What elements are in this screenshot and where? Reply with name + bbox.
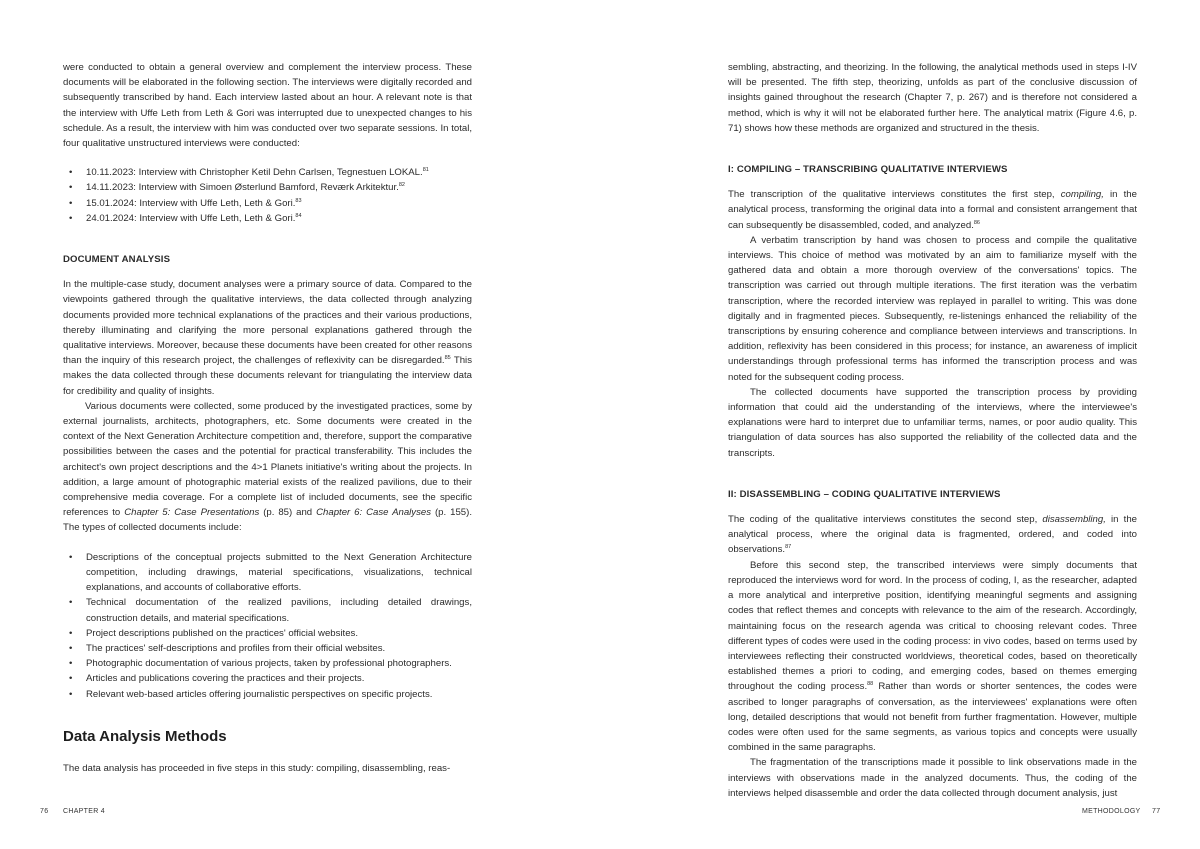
section-heading: Data Analysis Methods (63, 727, 227, 745)
list-item: • The practices' self-descriptions and profiles from their official websites. (86, 641, 472, 656)
document-types-list (63, 550, 472, 702)
footnote-ref: 84 (295, 212, 302, 219)
list-item: • 14.11.2023: Interview with Simoen Østerlund Bamford, Reværk Arkitektur.$^{82}$ (86, 180, 472, 195)
footnote-ref: 87 (785, 544, 792, 551)
compiling-paragraph: The transcription of the qualitative interviews constitutes the first step, compiling, in the analytical process, transforming the original data into a formal and consistent arrangement that can subsequently be disassembled, coded, and analyzed.$^{86}$ (728, 189, 1137, 231)
list-item: • Articles and publications covering the practices and their projects. (86, 671, 472, 686)
section-paragraph: The data analysis has proceeded in five steps in this study: compiling, disassembling, reas- (63, 762, 451, 774)
disassembling-heading: II: DISASSEMBLING – CODING QUALITATIVE INTERVIEWS (728, 488, 1001, 500)
documents-support-paragraph: The collected documents have supported the transcription process by providing information that could aid the understanding of the interviews, where the interviewee's explanations were hard to interpret due to unfamiliar terms, names, or poor audio quality. This triangulation of data sources has also supported the reliability of the collected data and the transcripts. (728, 386, 1137, 459)
right-page (600, 0, 1200, 849)
page-number-left: 76 (40, 808, 49, 815)
fragmentation-paragraph: The fragmentation of the transcriptions made it possible to link observations made in the interviews with observations made in the analyzed documents. Thus, the coding of the interviews helped disassemble and order the data collected through document analysis, just (728, 757, 1137, 799)
compiling-heading: I: COMPILING – TRANSCRIBING QUALITATIVE INTERVIEWS (728, 164, 1008, 176)
transcription-paragraph: A verbatim transcription by hand was chosen to process and compile the qualitative interviews. This choice of method was motivated by an aim to familiarize myself with the gathered data and obtain a more thorough overview of the conversations' topics. The transcription was carried out through multiple iterations. The first iteration was the verbatim transcription, where the recorded interview was replayed in parallel to writing. This was done digitally and in fragmented pieces. Subsequently, re-listenings enhanced the reliability of the transcriptions by ensuring coherence and compliance between interviews and transcriptions. In addition, reflexivity has been considered in this process; for instance, an awareness of implicit understandings through professional terms has informed the transcription process and was noted for the subsequent coding process. (728, 234, 1137, 383)
footnote-ref: 83 (295, 197, 302, 204)
list-item: • Technical documentation of the realized pavilions, including detailed drawings, construction details, and material specifications. (86, 595, 472, 625)
continuation-paragraph: sembling, abstracting, and theorizing. In the following, the analytical methods used in steps I-IV will be presented. The fifth step, theorizing, unfolds as part of the conclusive discussion of insights gained throughout the research (Chapter 7, p. 267) and is therefore not considered a method, which is why it will not be elaborated further here. The analytical matrix (Figure 4.6, p. 71) shows how these methods are organized and structured in the thesis. (728, 62, 1137, 134)
coding-paragraph: Before this second step, the transcribed interviews were simply documents that reproduced the interviews word for word. In the process of coding, I, as the researcher, adapted a more analytical and interpretive position, identifying meaningful segments and assigning codes that reflect themes and concepts with relevance to the aim of the research. Accordingly, maintaining focus on the research agenda was critical to choosing relevant codes. Three different types of codes were used in the coding process: in vivo codes, based on terms used by interviewees reflecting their constructed worldviews, theoretical codes, based on theoretically established themes a priori to coding, and emerging codes, based on themes emerging throughout the coding process.$^{88}$ Rather than words or shorter sentences, the codes were ascribed to longer paragraphs of conversation, as the interviewees' explanations were often long, detailed descriptions that would not benefit from further fragmentation. However, multiple codes were often used for the same segments, as various topics and concepts were usually combined in the same paragraphs. (728, 559, 1137, 754)
list-item: • 24.01.2024: Interview with Uffe Leth, Leth & Gori.$^{84}$ (86, 211, 472, 226)
page-number-right: 77 (1152, 808, 1161, 815)
list-item: • Photographic documentation of various projects, taken by professional photographers. (86, 656, 472, 671)
list-item: • 15.01.2024: Interview with Uffe Leth, Leth & Gori.$^{83}$ (86, 196, 472, 211)
footnote-ref: 82 (398, 182, 405, 189)
list-item: • Descriptions of the conceptual projects submitted to the Next Generation Architecture competition, including drawings, material specifications, visualizations, technical explanations, and accounts of collaborative efforts. (86, 550, 472, 596)
chapter-label: CHAPTER 4 (63, 808, 105, 815)
footnote-ref: 86 (973, 219, 980, 226)
document-analysis-heading: DOCUMENT ANALYSIS (63, 254, 171, 266)
list-item: • Project descriptions published on the practices' official websites. (86, 626, 472, 641)
footnote-ref: 88 (867, 681, 874, 688)
list-item: • Relevant web-based articles offering journalistic perspectives on specific projects. (86, 687, 472, 702)
list-item: • 10.11.2023: Interview with Christopher Ketil Dehn Carlsen, Tegnestuen LOKAL.$^{81}$ (86, 165, 472, 180)
disassembling-paragraph: The coding of the qualitative interviews constitutes the second step, disassembling, in the analytical process, where the original data is fragmented, ordered, and coded into observations.$^{87}$ (728, 514, 1137, 556)
section-label: METHODOLOGY (1082, 808, 1141, 815)
document-collection-paragraph: Various documents were collected, some produced by the investigated practices, some by external journalists, architects, photographers, etc. Some documents were created in the context of the Next Generation Architecture competition and, therefore, support the comparative possibilities between the cases and the potential for practical transferability. This includes the architect's own project descriptions and the 4>1 Planets initiative's writing about the projects. In addition, a large amount of photographic material exists of the realized pavilions, due to their comprehensive media coverage. For a complete list of included documents, see the specific references to Chapter 5: Case Presentations (p. 85) and Chapter 6: Case Analyses (p. 155). The types of collected documents include: (63, 400, 472, 534)
right-text-column (728, 60, 1137, 801)
intro-paragraph: were conducted to obtain a general overview and complement the interview process. These documents will be elaborated in the following section. The interviews were digitally recorded and subsequently transcribed by hand. Each interview lasted about an hour. A relevant note is that the interview with Uffe Leth from Leth & Gori was interrupted due to unexpected changes to his schedule. As a result, the interview with him was conducted over two separate sessions. In total, four qualitative unstructured interviews were conducted: (63, 62, 472, 150)
interview-list (63, 165, 472, 226)
footnote-ref: 81 (422, 167, 429, 174)
footnote-ref: 85 (444, 355, 451, 362)
document-analysis-paragraph: In the multiple-case study, document analyses were a primary source of data. Compared to the viewpoints gathered through the qualitative interviews, the data collected through analyzing documents provided more technical explanations of the practices and their various productions, thereby illuminating and clarifying the more personal explanations gathered through the qualitative interviews. Moreover, because these documents have been created for other reasons than the inquiry of this research project, the challenges of reflexivity can be disregarded.$^{85}$ This makes the data collected through these documents relevant for triangulating the interview data for credibility and quality of insights. (63, 279, 472, 397)
left-text-column (63, 60, 472, 776)
